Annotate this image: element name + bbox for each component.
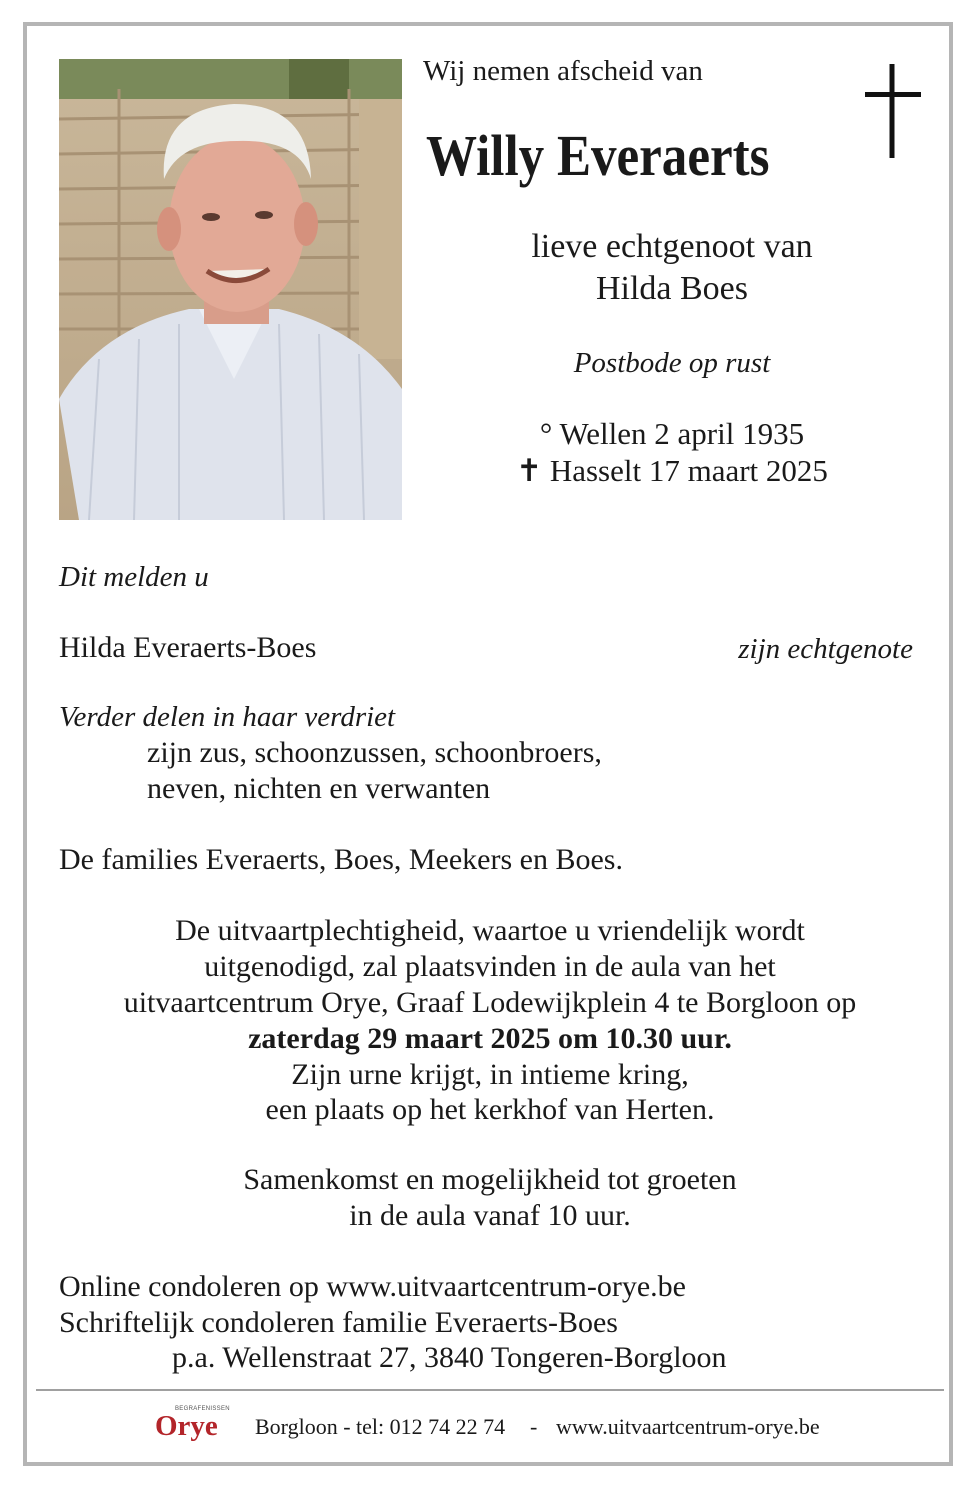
relation-line-1: lieve echtgenoot van [531,228,813,265]
portrait-photo [59,59,402,520]
families-text: De families Everaerts, Boes, Meekers en Boes. [59,843,623,876]
ceremony-line-6: een plaats op het kerkhof van Herten. [265,1093,715,1126]
spouse-role: zijn echtgenote [738,633,913,665]
announce-text: Dit melden u [59,561,209,593]
ceremony-line-2: uitgenodigd, zal plaatsvinden in de aula van het [204,950,776,983]
share-line-2: neven, nichten en verwanten [147,772,491,805]
footer-website: www.uitvaartcentrum-orye.be [556,1414,820,1439]
orye-logo [153,1406,231,1442]
occupation: Postbode op rust [573,347,771,379]
written-condolences: Schriftelijk condoleren familie Everaerts-Boes [59,1306,618,1339]
gathering-line-1: Samenkomst en mogelijkheid tot groeten [243,1163,737,1196]
condolence-address: p.a. Wellenstraat 27, 3840 Tongeren-Borgloon [172,1341,727,1374]
ceremony-line-5: Zijn urne krijgt, in intieme kring, [291,1058,689,1091]
ceremony-line-1: De uitvaartplechtigheid, waartoe u vriendelijk wordt [175,914,805,947]
cross-icon [865,64,921,160]
logo-text: Orye [155,1410,218,1442]
deceased-name: Willy Everaerts [426,123,770,188]
share-line-1: zijn zus, schoonzussen, schoonbroers, [147,736,602,769]
ceremony-date: zaterdag 29 maart 2025 om 10.30 uur. [248,1022,732,1055]
share-intro: Verder delen in haar verdriet [59,701,396,733]
birth-info: ° Wellen 2 april 1935 [539,416,805,451]
intro-text: Wij nemen afscheid van [423,55,703,87]
footer-divider [36,1389,944,1391]
footer-dash: - [530,1414,538,1439]
spouse-name: Hilda Everaerts-Boes [59,631,317,664]
death-info: ✝ Hasselt 17 maart 2025 [516,453,828,488]
footer-contact: Borgloon - tel: 012 74 22 74 [255,1414,506,1439]
relation-line-2: Hilda Boes [595,270,749,307]
gathering-line-2: in de aula vanaf 10 uur. [349,1199,631,1232]
online-condolences: Online condoleren op www.uitvaartcentrum-orye.be [59,1270,686,1303]
logo-small-text: BEGRAFENISSEN [175,1406,230,1412]
ceremony-line-3: uitvaartcentrum Orye, Graaf Lodewijkplein 4 te Borgloon op [123,986,857,1019]
